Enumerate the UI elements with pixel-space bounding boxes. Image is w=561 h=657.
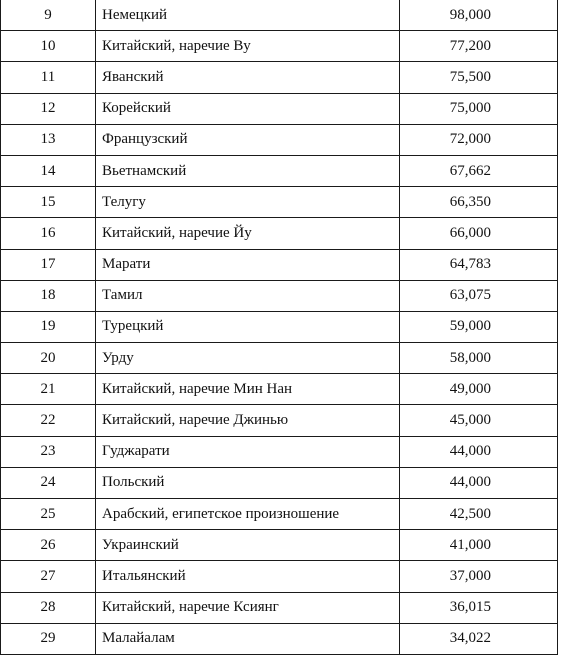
language-cell: Китайский, наречие Джинью [96, 405, 400, 436]
table-row [1, 218, 558, 249]
language-cell: Телугу [96, 187, 400, 218]
rank-cell: 20 [1, 343, 96, 374]
rank-cell: 22 [1, 405, 96, 436]
language-cell: Французский [96, 124, 400, 155]
table-row [1, 623, 558, 654]
table-row [1, 62, 558, 93]
rank-cell: 19 [1, 311, 96, 342]
language-cell: Немецкий [96, 0, 400, 31]
speakers-cell: 41,000 [400, 530, 558, 561]
rank-cell: 15 [1, 187, 96, 218]
table-row [1, 249, 558, 280]
speakers-cell: 34,022 [400, 623, 558, 654]
table-row [1, 592, 558, 623]
language-cell: Китайский, наречие Ву [96, 31, 400, 62]
rank-cell: 26 [1, 530, 96, 561]
language-cell: Малайалам [96, 623, 400, 654]
table-row [1, 405, 558, 436]
table-row [1, 374, 558, 405]
speakers-cell: 49,000 [400, 374, 558, 405]
speakers-cell: 75,500 [400, 62, 558, 93]
table-row [1, 124, 558, 155]
speakers-cell: 77,200 [400, 31, 558, 62]
language-cell: Тамил [96, 280, 400, 311]
table-row [1, 311, 558, 342]
table-row [1, 530, 558, 561]
language-cell: Китайский, наречие Ксиянг [96, 592, 400, 623]
rank-cell: 21 [1, 374, 96, 405]
speakers-cell: 64,783 [400, 249, 558, 280]
speakers-cell: 59,000 [400, 311, 558, 342]
speakers-cell: 45,000 [400, 405, 558, 436]
table-row [1, 561, 558, 592]
language-cell: Арабский, египетское произношение [96, 499, 400, 530]
language-cell: Марати [96, 249, 400, 280]
rank-cell: 11 [1, 62, 96, 93]
speakers-cell: 36,015 [400, 592, 558, 623]
speakers-cell: 66,350 [400, 187, 558, 218]
table-row [1, 499, 558, 530]
language-cell: Итальянский [96, 561, 400, 592]
table-row [1, 187, 558, 218]
rank-cell: 18 [1, 280, 96, 311]
speakers-cell: 42,500 [400, 499, 558, 530]
language-cell: Урду [96, 343, 400, 374]
rank-cell: 24 [1, 467, 96, 498]
rank-cell: 17 [1, 249, 96, 280]
rank-cell: 10 [1, 31, 96, 62]
language-cell: Турецкий [96, 311, 400, 342]
language-cell: Корейский [96, 93, 400, 124]
table-row [1, 280, 558, 311]
rank-cell: 12 [1, 93, 96, 124]
rank-cell: 14 [1, 155, 96, 186]
language-cell: Китайский, наречие Мин Нан [96, 374, 400, 405]
speakers-cell: 44,000 [400, 467, 558, 498]
rank-cell: 9 [1, 0, 96, 31]
table-row [1, 93, 558, 124]
language-cell: Яванский [96, 62, 400, 93]
speakers-cell: 67,662 [400, 155, 558, 186]
speakers-cell: 72,000 [400, 124, 558, 155]
table-row [1, 436, 558, 467]
table-row [1, 155, 558, 186]
language-cell: Гуджарати [96, 436, 400, 467]
table-row [1, 343, 558, 374]
speakers-cell: 66,000 [400, 218, 558, 249]
rank-cell: 13 [1, 124, 96, 155]
rank-cell: 25 [1, 499, 96, 530]
language-cell: Украинский [96, 530, 400, 561]
table-row [1, 0, 558, 31]
speakers-cell: 75,000 [400, 93, 558, 124]
rank-cell: 28 [1, 592, 96, 623]
language-cell: Китайский, наречие Йу [96, 218, 400, 249]
table-row [1, 467, 558, 498]
language-cell: Вьетнамский [96, 155, 400, 186]
speakers-cell: 98,000 [400, 0, 558, 31]
table-row [1, 31, 558, 62]
speakers-cell: 37,000 [400, 561, 558, 592]
speakers-cell: 58,000 [400, 343, 558, 374]
speakers-cell: 44,000 [400, 436, 558, 467]
language-cell: Польский [96, 467, 400, 498]
speakers-cell: 63,075 [400, 280, 558, 311]
languages-table-body [1, 0, 558, 654]
rank-cell: 23 [1, 436, 96, 467]
rank-cell: 16 [1, 218, 96, 249]
rank-cell: 27 [1, 561, 96, 592]
rank-cell: 29 [1, 623, 96, 654]
